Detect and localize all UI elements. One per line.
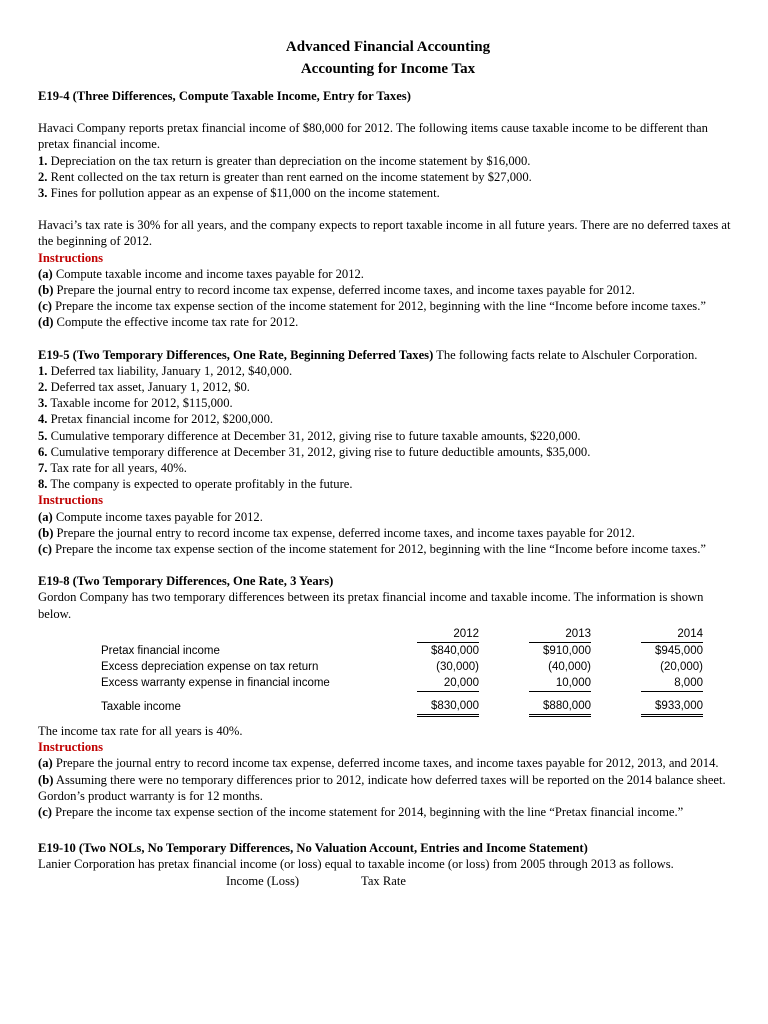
column-headers <box>226 873 738 889</box>
exercise-e19-4 <box>38 88 738 331</box>
list-item: 4. Pretax financial income for 2012, $200,000. <box>38 412 274 427</box>
table-row <box>101 659 707 675</box>
exercise-e19-5 <box>38 347 738 558</box>
cell: (30,000) <box>436 660 479 673</box>
row-label: Excess warranty expense in financial income <box>101 677 330 690</box>
exercise-e19-8 <box>38 573 738 820</box>
list-item: 5. Cumulative temporary difference at December 31, 2012, giving rise to future taxable amounts, $220,000. <box>38 428 581 443</box>
cell: $945,000 <box>655 644 703 657</box>
cell: $880,000 <box>483 692 595 717</box>
instruction-item: (b) Assuming there were no temporary differences prior to 2012, indicate how deferred taxes will be reported on the 2014 balance sheet. Gordon’s product warranty is for 12 months. <box>38 772 726 803</box>
cell: 10,000 <box>483 675 595 692</box>
instruction-item: (d) Compute the effective income tax rate for 2012. <box>38 315 299 330</box>
exercise-heading: E19-10 (Two NOLs, No Temporary Differences, No Valuation Account, Entries and Income Statement) <box>38 841 588 856</box>
exercise-intro: Lanier Corporation has pretax financial income (or loss) equal to taxable income (or loss) from 2005 through 2013 as follows. <box>38 857 674 872</box>
document-page <box>38 36 738 889</box>
table-row <box>101 675 707 692</box>
instructions-label: Instructions <box>38 250 104 265</box>
document-subtitle: Accounting for Income Tax <box>300 61 476 77</box>
list-item: 6. Cumulative temporary difference at December 31, 2012, giving rise to future deductible amounts, $35,000. <box>38 444 591 459</box>
instruction-item: (a) Compute income taxes payable for 2012. <box>38 509 263 524</box>
cell: (20,000) <box>660 660 703 673</box>
column-header-tax-rate: Tax Rate <box>361 873 406 888</box>
year-header: 2012 <box>371 626 483 643</box>
instructions-label: Instructions <box>38 740 104 755</box>
instruction-item: (c) Prepare the income tax expense section of the income statement for 2012, beginning with the line “Income before income taxes.” <box>38 542 706 557</box>
exercise-paragraph: Havaci’s tax rate is 30% for all years, and the company expects to report taxable income in all future years. There are no deferred taxes at the beginning of 2012. <box>38 218 731 249</box>
exercise-heading: E19-8 (Two Temporary Differences, One Rate, 3 Years) <box>38 574 334 589</box>
instruction-item: (c) Prepare the income tax expense section of the income statement for 2012, beginning with the line “Income before income taxes.” <box>38 299 706 314</box>
instruction-item: (b) Prepare the journal entry to record income tax expense, deferred income taxes, and income taxes payable for 2012. <box>38 525 635 540</box>
document-title: Advanced Financial Accounting <box>285 39 491 55</box>
list-item: 3. Fines for pollution appear as an expense of $11,000 on the income statement. <box>38 186 440 201</box>
cell: $910,000 <box>543 644 591 657</box>
instruction-item: (b) Prepare the journal entry to record income tax expense, deferred income taxes, and income taxes payable for 2012. <box>38 283 635 298</box>
instruction-item: (a) Prepare the journal entry to record income tax expense, deferred income taxes, and income taxes payable for 2012, 2013, and 2014. <box>38 756 719 771</box>
exercise-intro: Havaci Company reports pretax financial income of $80,000 for 2012. The following items cause taxable income to be different than pretax financial income. <box>38 121 708 152</box>
cell: 8,000 <box>595 675 707 692</box>
table-total-row <box>101 692 707 717</box>
list-item: 7. Tax rate for all years, 40%. <box>38 461 187 476</box>
cell: 20,000 <box>371 675 483 692</box>
exercise-intro: Gordon Company has two temporary differences between its pretax financial income and taxable income. The information is shown below. <box>38 590 704 621</box>
exercise-e19-10 <box>38 840 738 889</box>
instruction-item: (c) Prepare the income tax expense section of the income statement for 2014, beginning with the line “Pretax financial income.” <box>38 804 684 819</box>
list-item: 2. Deferred tax asset, January 1, 2012, $0. <box>38 380 250 395</box>
exercise-heading: E19-5 (Two Temporary Differences, One Rate, Beginning Deferred Taxes) <box>38 347 434 362</box>
list-item: 1. Deferred tax liability, January 1, 2012, $40,000. <box>38 363 293 378</box>
table-header-row <box>101 626 707 643</box>
list-item: 1. Depreciation on the tax return is greater than depreciation on the income statement by $16,000. <box>38 153 531 168</box>
cell: (40,000) <box>548 660 591 673</box>
instructions-label: Instructions <box>38 493 104 508</box>
cell: $840,000 <box>431 644 479 657</box>
list-item: 8. The company is expected to operate profitably in the future. <box>38 477 353 492</box>
list-item: 2. Rent collected on the tax return is greater than rent earned on the income statement by $27,000. <box>38 169 532 184</box>
column-header-income: Income (Loss) <box>226 873 300 888</box>
exercise-heading: E19-4 (Three Differences, Compute Taxable Income, Entry for Taxes) <box>38 89 411 103</box>
instruction-item: (a) Compute taxable income and income taxes payable for 2012. <box>38 266 364 281</box>
year-header: 2013 <box>483 626 595 643</box>
cell: $830,000 <box>371 692 483 717</box>
year-header: 2014 <box>595 626 707 643</box>
row-label: Pretax financial income <box>101 644 220 657</box>
table-row <box>101 643 707 659</box>
taxable-income-table <box>101 626 707 717</box>
list-item: 3. Taxable income for 2012, $115,000. <box>38 396 233 411</box>
row-label: Taxable income <box>101 701 181 714</box>
exercise-heading-line: E19-5 (Two Temporary Differences, One Rate, Beginning Deferred Taxes) The following facts relate to Alschuler Corporation. <box>38 347 698 362</box>
cell: $933,000 <box>595 692 707 717</box>
exercise-paragraph: The income tax rate for all years is 40%. <box>38 723 243 738</box>
row-label: Excess depreciation expense on tax return <box>101 660 319 673</box>
